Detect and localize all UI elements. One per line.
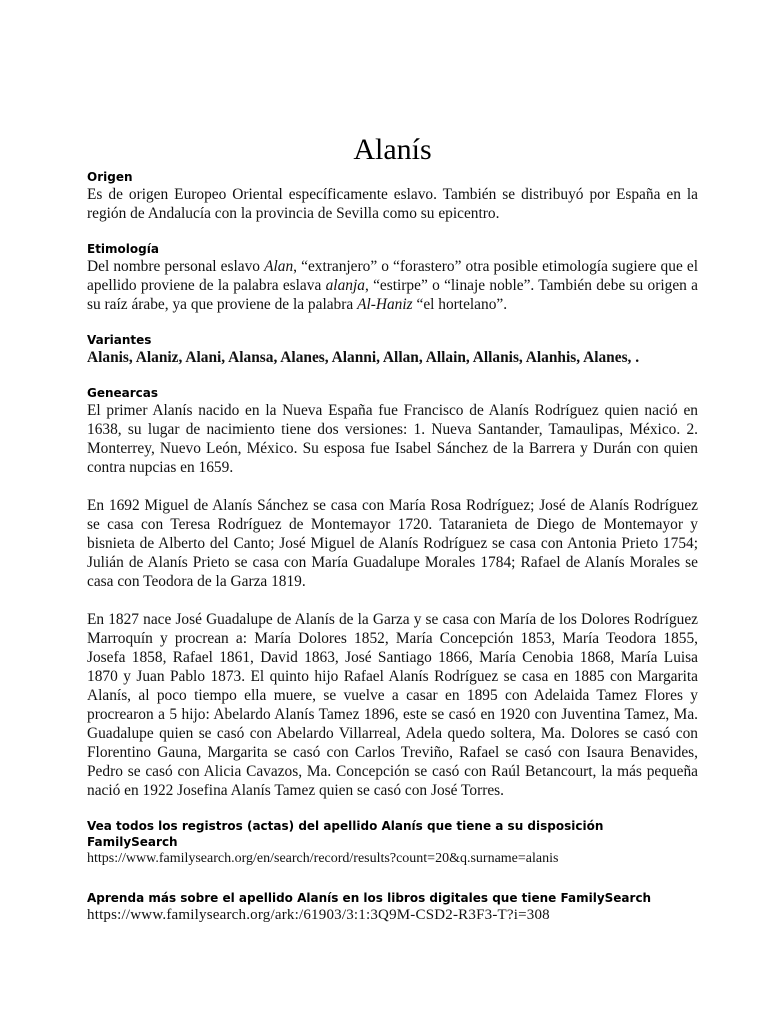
section-etimologia xyxy=(87,241,698,314)
heading-genearcas: Genearcas xyxy=(87,386,159,400)
genearcas-paragraph-1: El primer Alanís nacido en la Nueva España fue Francisco de Alanís Rodríguez quien nació en 1638, su lugar de nacimiento tiene dos versiones: 1. Nueva Santander, Tamaulipas, México. 2. Monterrey, Nuevo León, México. Su esposa fue Isabel Sánchez de la Barrera y Durán con quien contra nupcias en 1659. xyxy=(87,402,698,476)
section-books-link xyxy=(87,890,698,924)
etimologia-text-part: “el hortelano”. xyxy=(412,296,508,313)
origen-text: Es de origen Europeo Oriental específicamente eslavo. También se distribuyó por España en la región de Andalucía con la provincia de Sevilla como su epicentro. xyxy=(87,186,698,222)
section-genearcas xyxy=(87,385,698,800)
etimologia-text xyxy=(87,257,698,314)
books-url[interactable]: https://www.familysearch.org/ark:/61903/3:1:3Q9M-CSD2-R3F3-T?i=308 xyxy=(87,907,550,923)
heading-etimologia: Etimología xyxy=(87,242,159,256)
etimologia-term-al-haniz: Al-Haniz xyxy=(357,296,413,313)
section-records-link xyxy=(87,818,698,868)
variantes-list: Alanis, Alaniz, Alani, Alansa, Alanes, Alanni, Allan, Allain, Allanis, Alanhis, Alanes, . xyxy=(87,349,640,366)
heading-origen: Origen xyxy=(87,170,133,184)
genearcas-paragraph-3: En 1827 nace José Guadalupe de Alanís de la Garza y se casa con María de los Dolores Rodríguez Marroquín y procrean a: María Dolores 1852, María Concepción 1853, María Teodora 1855, Josefa 1858, Rafael 1861, David 1863, José Santiago 1866, María Cenobia 1868, María Luisa 1870 y Juan Pablo 1873. El quinto hijo Rafael Alanís Rodríguez se casa en 1885 con Margarita Alanís, al poco tiempo ella muere, se vuelve a casar en 1895 con Adelaida Tamez Flores y procrearon a 5 hijo: Abelardo Alanís Tamez 1896, este se casó en 1920 con Juventina Tamez, Ma. Guadalupe quien se casó con Abelardo Villarreal, Adela quedo soltera, Ma. Dolores se casó con Florentino Gauna, Margarita se casó con Carlos Treviño, Rafael se casó con Isaura Benavides, Pedro se casó con Alicia Cavazos, Ma. Concepción se casó con Raúl Betancourt, la más pequeña nació en 1922 Josefina Alanís Tamez quien se casó con José Torres. xyxy=(87,611,698,799)
etimologia-term-alan: Alan xyxy=(264,258,294,275)
etimologia-text-part: Del nombre personal eslavo xyxy=(87,258,265,275)
heading-books-link: Aprenda más sobre el apellido Alanís en los libros digitales que tiene FamilySearch xyxy=(87,891,652,905)
section-origen xyxy=(87,169,698,223)
etimologia-text-part: , “extranjero” o “forastero” otra posible etimología sugiere que el apellido proviene de la palabra eslava xyxy=(87,258,698,294)
heading-variantes: Variantes xyxy=(87,333,152,347)
section-variantes xyxy=(87,332,698,367)
page-title: Alanís xyxy=(353,133,432,166)
heading-records-link: Vea todos los registros (actas) del apellido Alanís que tiene a su disposición FamilySearch xyxy=(87,819,604,849)
etimologia-text-part: , “estirpe” o “linaje noble”. También debe su origen a su raíz árabe, ya que proviene de la palabra xyxy=(87,277,698,313)
genearcas-paragraph-2: En 1692 Miguel de Alanís Sánchez se casa con María Rosa Rodríguez; José de Alanís Rodríguez se casa con Teresa Rodríguez de Montemayor 1720. Tataranieta de Diego de Montemayor y bisnieta de Alberto del Canto; José Miguel de Alanís Rodríguez se casa con Antonia Prieto 1754; Julián de Alanís Prieto se casa con María Guadalupe Morales 1784; Rafael de Alanís Morales se casa con Teodora de la Garza 1819. xyxy=(87,497,698,590)
etimologia-term-alanja: alanja xyxy=(325,277,365,294)
records-url[interactable]: https://www.familysearch.org/en/search/record/results?count=20&q.surname=alanis xyxy=(87,851,559,866)
